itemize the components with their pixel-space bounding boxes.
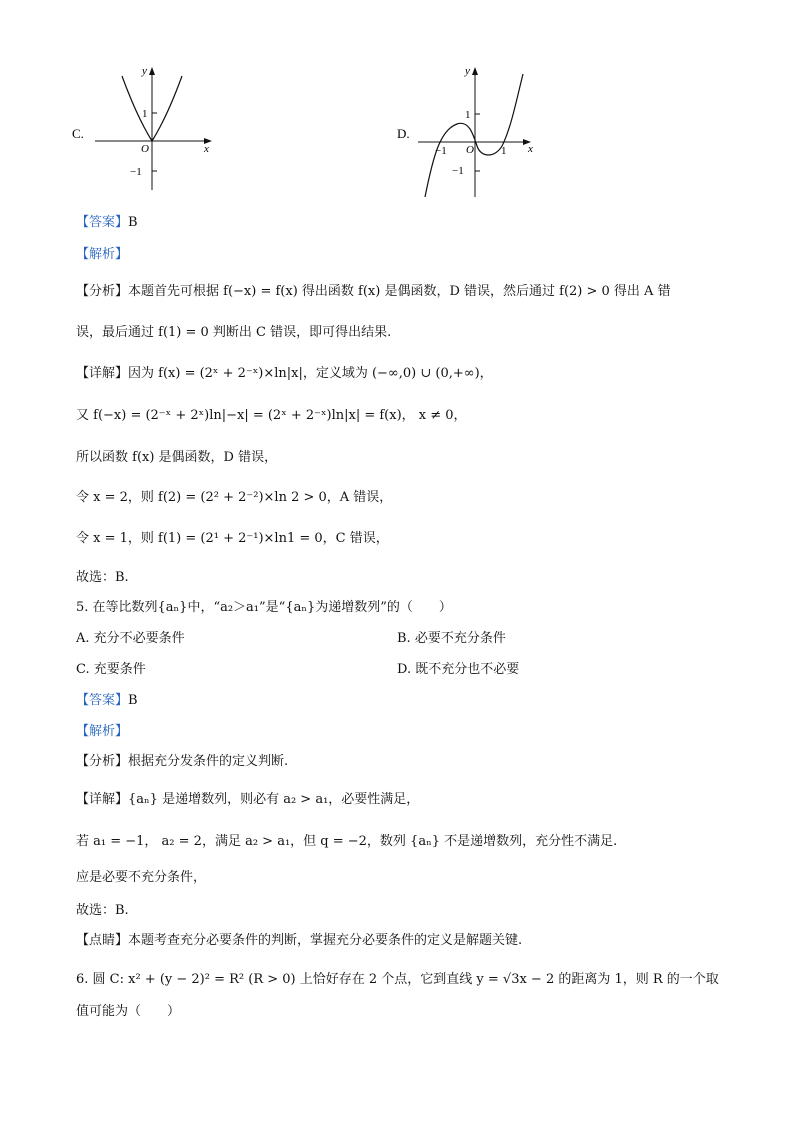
q5-fenxi-line: [76, 753, 288, 771]
q5-stem: 5. 在等比数列{aₙ}中，“a₂＞a₁”是“{aₙ}为递增数列”的（ ）: [76, 600, 452, 615]
q4-detail-line5: 令 x = 1，则 f(1) = (2¹ + 2⁻¹)×ln1 = 0，C 错误，: [76, 531, 389, 546]
graph-c-y-label: y: [142, 65, 147, 77]
q6-stem-line2: 值可能为（ ）: [76, 1004, 181, 1019]
graph-c-label-1: 1: [142, 108, 148, 120]
q5-choose: 故选：B.: [76, 903, 129, 918]
q4-detail-line1: [76, 365, 493, 383]
graph-d-x-1: 1: [501, 145, 507, 157]
q5-comment-text: 本题考查充分必要条件的判断，掌握充分必要条件的定义是解题关键.: [128, 933, 523, 948]
graph-option-c: [60, 62, 230, 192]
graph-c-label: C.: [72, 126, 84, 141]
graph-d-svg: [385, 62, 555, 202]
graph-d-y-arrow: [472, 67, 478, 75]
q5-detail-line1: [76, 791, 419, 809]
q5-option-c: C. 充要条件: [76, 662, 146, 677]
graph-d-label: D.: [397, 126, 410, 141]
q5-fenxi-tag: 【分析】: [76, 754, 129, 769]
q5-option-b: B. 必要不充分条件: [397, 631, 506, 646]
q4-detail-line4: 令 x = 2，则 f(2) = (2² + 2⁻²)×ln 2 > 0，A 错误，: [76, 490, 393, 505]
q4-fenxi-line1: [76, 283, 671, 301]
q4-detail-tag: 【详解】: [76, 366, 129, 381]
q4-answer: B: [128, 215, 138, 230]
q4-fenxi-tag: 【分析】: [76, 284, 129, 299]
graph-c-y-arrow: [149, 67, 155, 75]
q5-detail-line2: 若 a₁ = −1， a₂ = 2，满足 a₂ > a₁，但 q = −2，数列 {aₙ} 不是递增数列，充分性不满足.: [76, 834, 618, 849]
graph-c-x-label: x: [204, 143, 209, 155]
q4-answer-line: [76, 214, 138, 232]
q5-option-a: A. 充分不必要条件: [76, 631, 185, 646]
graph-d-x-neg1: −1: [435, 145, 447, 157]
q5-answer-line: [76, 692, 138, 710]
q5-detail-text1: {aₙ} 是递增数列，则必有 a₂ > a₁，必要性满足，: [128, 792, 420, 807]
q5-comment-line: [76, 932, 522, 950]
q4-answer-tag: 【答案】: [76, 215, 129, 230]
q6-stem-line1: 6. 圆 C: x² + (y − 2)² = R² (R > 0) 上恰好存在 2 个点，它到直线 y = √3x − 2 的距离为 1，则 R 的一个取: [76, 972, 719, 987]
q5-detail-tag: 【详解】: [76, 792, 129, 807]
graph-option-d: [385, 62, 555, 202]
q5-answer-tag: 【答案】: [76, 693, 129, 708]
q4-choose: 故选：B.: [76, 570, 129, 585]
graph-d-label-1: 1: [465, 109, 471, 121]
q4-detail-line2: 又 f(−x) = (2⁻ˣ + 2ˣ)ln|−x| = (2ˣ + 2⁻ˣ)ln|x| = f(x)， x ≠ 0，: [76, 408, 467, 423]
q5-analysis-tag: 【解析】: [76, 724, 129, 739]
q5-answer: B: [128, 693, 138, 708]
q5-option-d: D. 既不充分也不必要: [397, 662, 520, 677]
q5-comment-tag: 【点睛】: [76, 933, 129, 948]
q4-analysis-tag: 【解析】: [76, 247, 129, 262]
graph-d-y-label: y: [465, 65, 470, 77]
q5-fenxi-text: 根据充分发条件的定义判断.: [128, 754, 289, 769]
graph-d-origin: O: [466, 144, 474, 156]
graph-c-svg: [60, 62, 230, 192]
graph-c-label-neg1: −1: [130, 166, 142, 178]
q4-detail-line3: 所以函数 f(x) 是偶函数，D 错误，: [76, 450, 278, 465]
graph-d-label-neg1: −1: [452, 165, 464, 177]
q4-fenxi-text1: 本题首先可根据 f(−x) = f(x) 得出函数 f(x) 是偶函数，D 错误，然后通过 f(2) > 0 得出 A 错: [128, 284, 671, 299]
graph-c-origin: O: [141, 143, 149, 155]
q4-fenxi-line2: 误，最后通过 f(1) = 0 判断出 C 错误，即可得出结果.: [76, 325, 392, 340]
graph-d-curve: [425, 74, 523, 197]
q4-detail-text1: 因为 f(x) = (2ˣ + 2⁻ˣ)×ln|x|，定义域为 (−∞,0) ∪ (0,+∞)，: [128, 366, 493, 381]
graph-d-x-label: x: [528, 143, 533, 155]
q5-detail-line3: 应是必要不充分条件，: [76, 870, 207, 885]
